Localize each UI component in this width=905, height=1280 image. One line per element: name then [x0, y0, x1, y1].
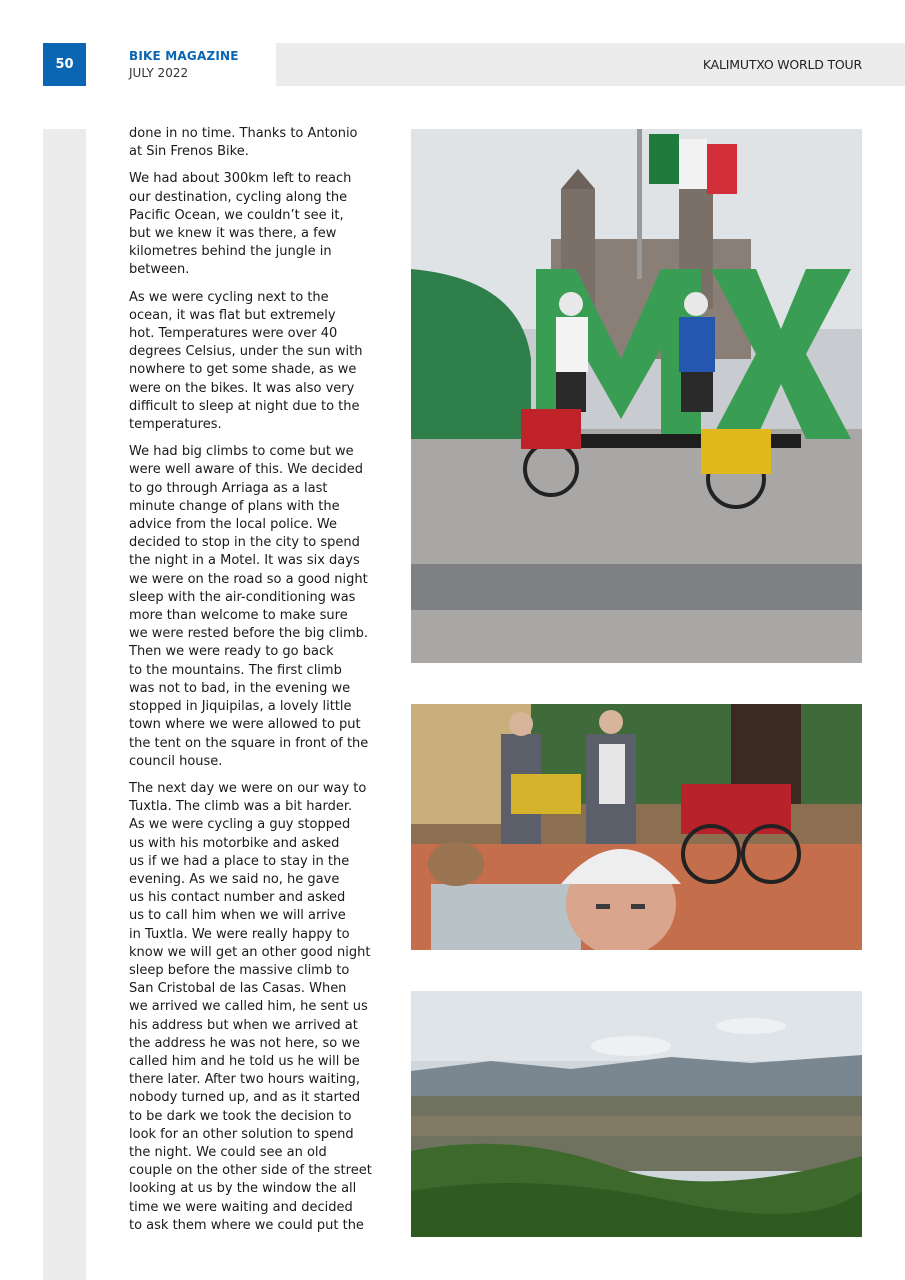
photo-valley-landscape: [411, 991, 862, 1237]
section-header-bar: [276, 43, 905, 86]
page-number: 50: [43, 43, 86, 86]
article-body: [129, 125, 372, 1244]
article-paragraph: The next day we were on our way to Tuxtla. The climb was a bit harder. As we were cycling a guy stopped us with his motorbike and asked us if we had a place to stay in the evening. As we said no, he gave us his contact number and asked us to call him when we will arrive in Tuxtla. We were really happy to know we will get an other good night sleep before the massive climb to San Cristobal de las Casas. When we arrived we called him, he sent us his address but when we arrived at the address he was not here, so we called him and he told us he will be there later. After two hours waiting, nobody turned up, and as it started to be dark we took the decision to look for an other solution to spend the night. We could see an old couple on the other side of the street looking at us by the window the all time we were waiting and decided to ask them where we could put the: [129, 780, 372, 1233]
article-paragraph: We had big climbs to come but we were well aware of this. We decided to go through Arriaga as a last minute change of plans with the advice from the local police. We decided to stop in the city to spend the night in a Motel. It was six days we were on the road so a good night sleep with the air-conditioning was more than welcome to make sure we were rested before the big climb. Then we were ready to go back to the mountains. The first climb was not to bad, in the evening we stopped in Jiquipilas, a lovely little town where we were allowed to put the tent on the square in front of the council house.: [129, 444, 369, 769]
photo-courtyard-selfie: [411, 704, 862, 950]
article-paragraph: As we were cycling next to the ocean, it was flat but extremely hot. Temperatures were over 40 degrees Celsius, under the sun with nowhere to get some shade, as we were on the bikes. It was also very difficult to sleep at night due to the temperatures.: [129, 289, 363, 433]
cdmx-letters: MX: [636, 649, 638, 650]
section-title: KALIMUTXO WORLD TOUR: [702, 57, 862, 72]
issue-date: JULY 2022: [129, 66, 189, 80]
photo-cdmx-cyclists: [411, 129, 862, 663]
side-stripe: [43, 129, 86, 1280]
article-paragraph: We had about 300km left to reach our destination, cycling along the Pacific Ocean, we couldn’t see it, but we knew it was there, a few kilometres behind the jungle in between.: [129, 171, 352, 278]
magazine-title: BIKE MAGAZINE: [129, 49, 239, 63]
article-paragraph: done in no time. Thanks to Antonio at Sin Frenos Bike.: [129, 126, 358, 160]
